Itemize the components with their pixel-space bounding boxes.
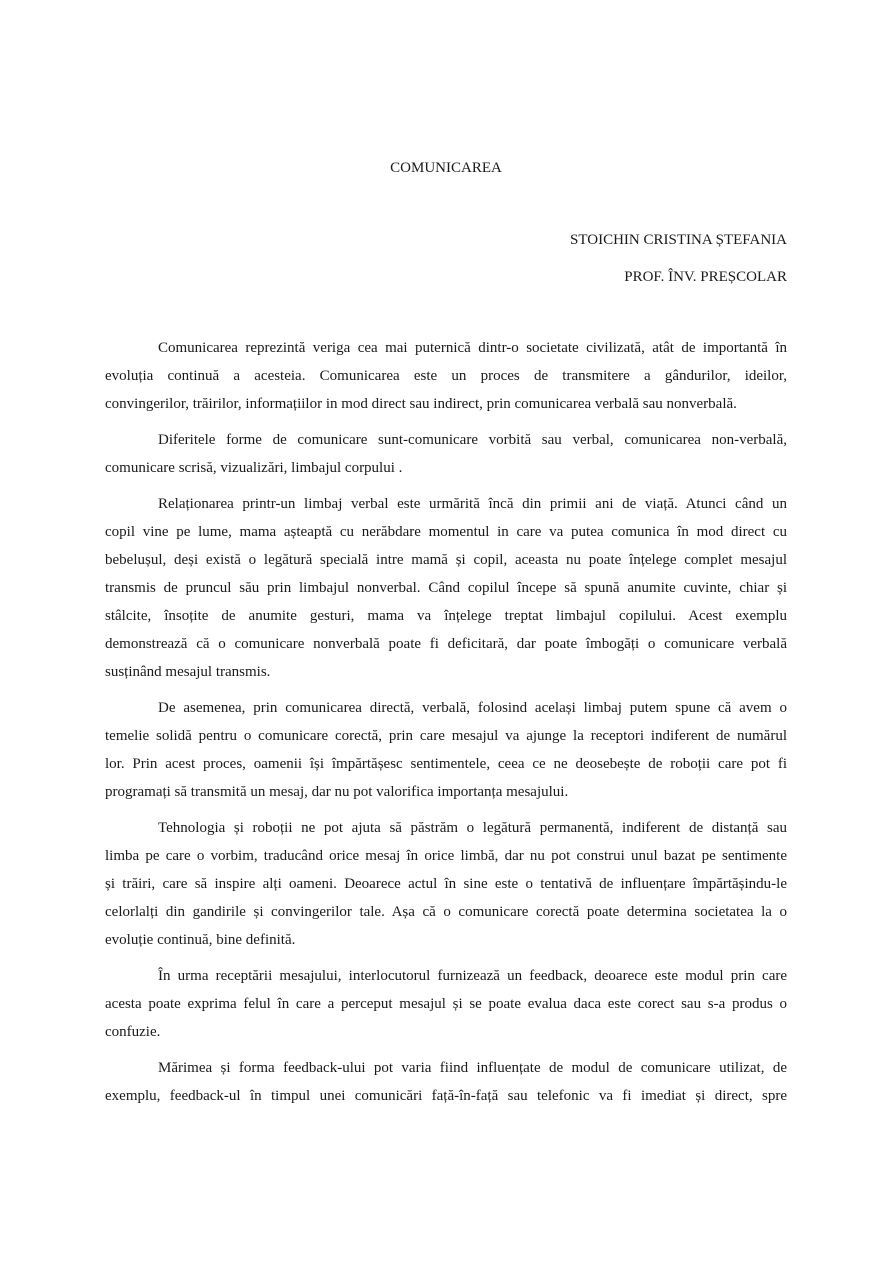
text-line: transmis de pruncul său prin limbajul nonverbal. Când copilul începe să spună anumite cuvinte, chiar și — [105, 580, 787, 596]
text-line: temelie solidă pentru o comunicare corectă, prin care mesajul va ajunge la receptori indiferent de numărul — [105, 728, 787, 744]
text-line: exemplu, feedback-ul în timpul unei comunicări față-în-față sau telefonic va fi imediat și direct, spre — [105, 1088, 787, 1104]
document-body — [105, 337, 787, 1121]
text-line: limba pe care o vorbim, traducând orice mesaj în orice limbă, dar nu pot construi unul bazat pe sentimente — [105, 848, 787, 864]
text-line: stâlcite, însoțite de anumite gesturi, mama va înțelege treptat limbajul copilului. Acest exemplu — [105, 608, 787, 624]
paragraph — [105, 493, 787, 689]
text-line: susținând mesajul transmis. — [105, 664, 271, 680]
text-line: Mărimea și forma feedback-ului pot varia fiind influențate de modul de comunicare utilizat, de — [158, 1060, 787, 1076]
text-line: comunicare scrisă, vizualizări, limbajul corpului . — [105, 460, 403, 476]
paragraph — [105, 1057, 787, 1113]
text-line: celorlalți din gandirile și convingerilor tale. Așa că o comunicare corectă poate determina societatea la o — [105, 904, 787, 920]
text-line: lor. Prin acest proces, oamenii își împărtășesc sentimentele, ceea ce ne deosebește de roboții care pot fi — [105, 756, 787, 772]
paragraph — [105, 965, 787, 1049]
paragraph — [105, 697, 787, 809]
text-line: și trăiri, care să inspire alți oameni. Deoarece actul în sine este o tentativă de influențare împărtășindu-le — [105, 876, 787, 892]
text-line: copil vine pe lume, mama așteaptă cu nerăbdare momentul in care va putea comunica în mod direct cu — [105, 524, 787, 540]
text-line: programați să transmită un mesaj, dar nu pot valorifica importanța mesajului. — [105, 784, 569, 800]
text-line: În urma receptării mesajului, interlocutorul furnizează un feedback, deoarece este modul prin care — [158, 968, 787, 984]
paragraph — [105, 817, 787, 957]
text-line: convingerilor, trăirilor, informațiilor in mod direct sau indirect, prin comunicarea verbală sau nonverbală. — [105, 396, 737, 412]
text-line: Comunicarea reprezintă veriga cea mai puternică dintr-o societate civilizată, atât de importantă în — [158, 340, 787, 356]
text-line: evoluție continuă, bine definită. — [105, 932, 296, 948]
text-line: acesta poate exprima felul în care a perceput mesajul și se poate evalua daca este corect sau s-a produs o — [105, 996, 787, 1012]
author-name: STOICHIN CRISTINA ȘTEFANIA — [570, 232, 787, 248]
text-line: demonstrează că o comunicare nonverbală poate fi deficitară, dar poate îmbogăți o comunicare verbală — [105, 636, 787, 652]
text-line: bebelușul, deși există o legătură specială intre mamă și copil, aceasta nu poate înțelege complet mesajul — [105, 552, 787, 568]
text-line: Diferitele forme de comunicare sunt-comunicare vorbită sau verbal, comunicarea non-verbală, — [158, 432, 787, 448]
text-line: evoluția continuă a acesteia. Comunicarea este un proces de transmitere a gândurilor, ideilor, — [105, 368, 787, 384]
document-title: COMUNICAREA — [390, 160, 502, 176]
text-line: De asemenea, prin comunicarea directă, verbală, folosind același limbaj putem spune că avem o — [158, 700, 787, 716]
paragraph — [105, 337, 787, 421]
text-line: confuzie. — [105, 1024, 161, 1040]
text-line: Tehnologia și roboții ne pot ajuta să păstrăm o legătură permanentă, indiferent de distanță sau — [158, 820, 787, 836]
text-line: Relaționarea printr-un limbaj verbal este urmărită încă din primii ani de viață. Atunci când un — [158, 496, 787, 512]
author-role: PROF. ÎNV. PREȘCOLAR — [624, 269, 787, 285]
paragraph — [105, 429, 787, 485]
